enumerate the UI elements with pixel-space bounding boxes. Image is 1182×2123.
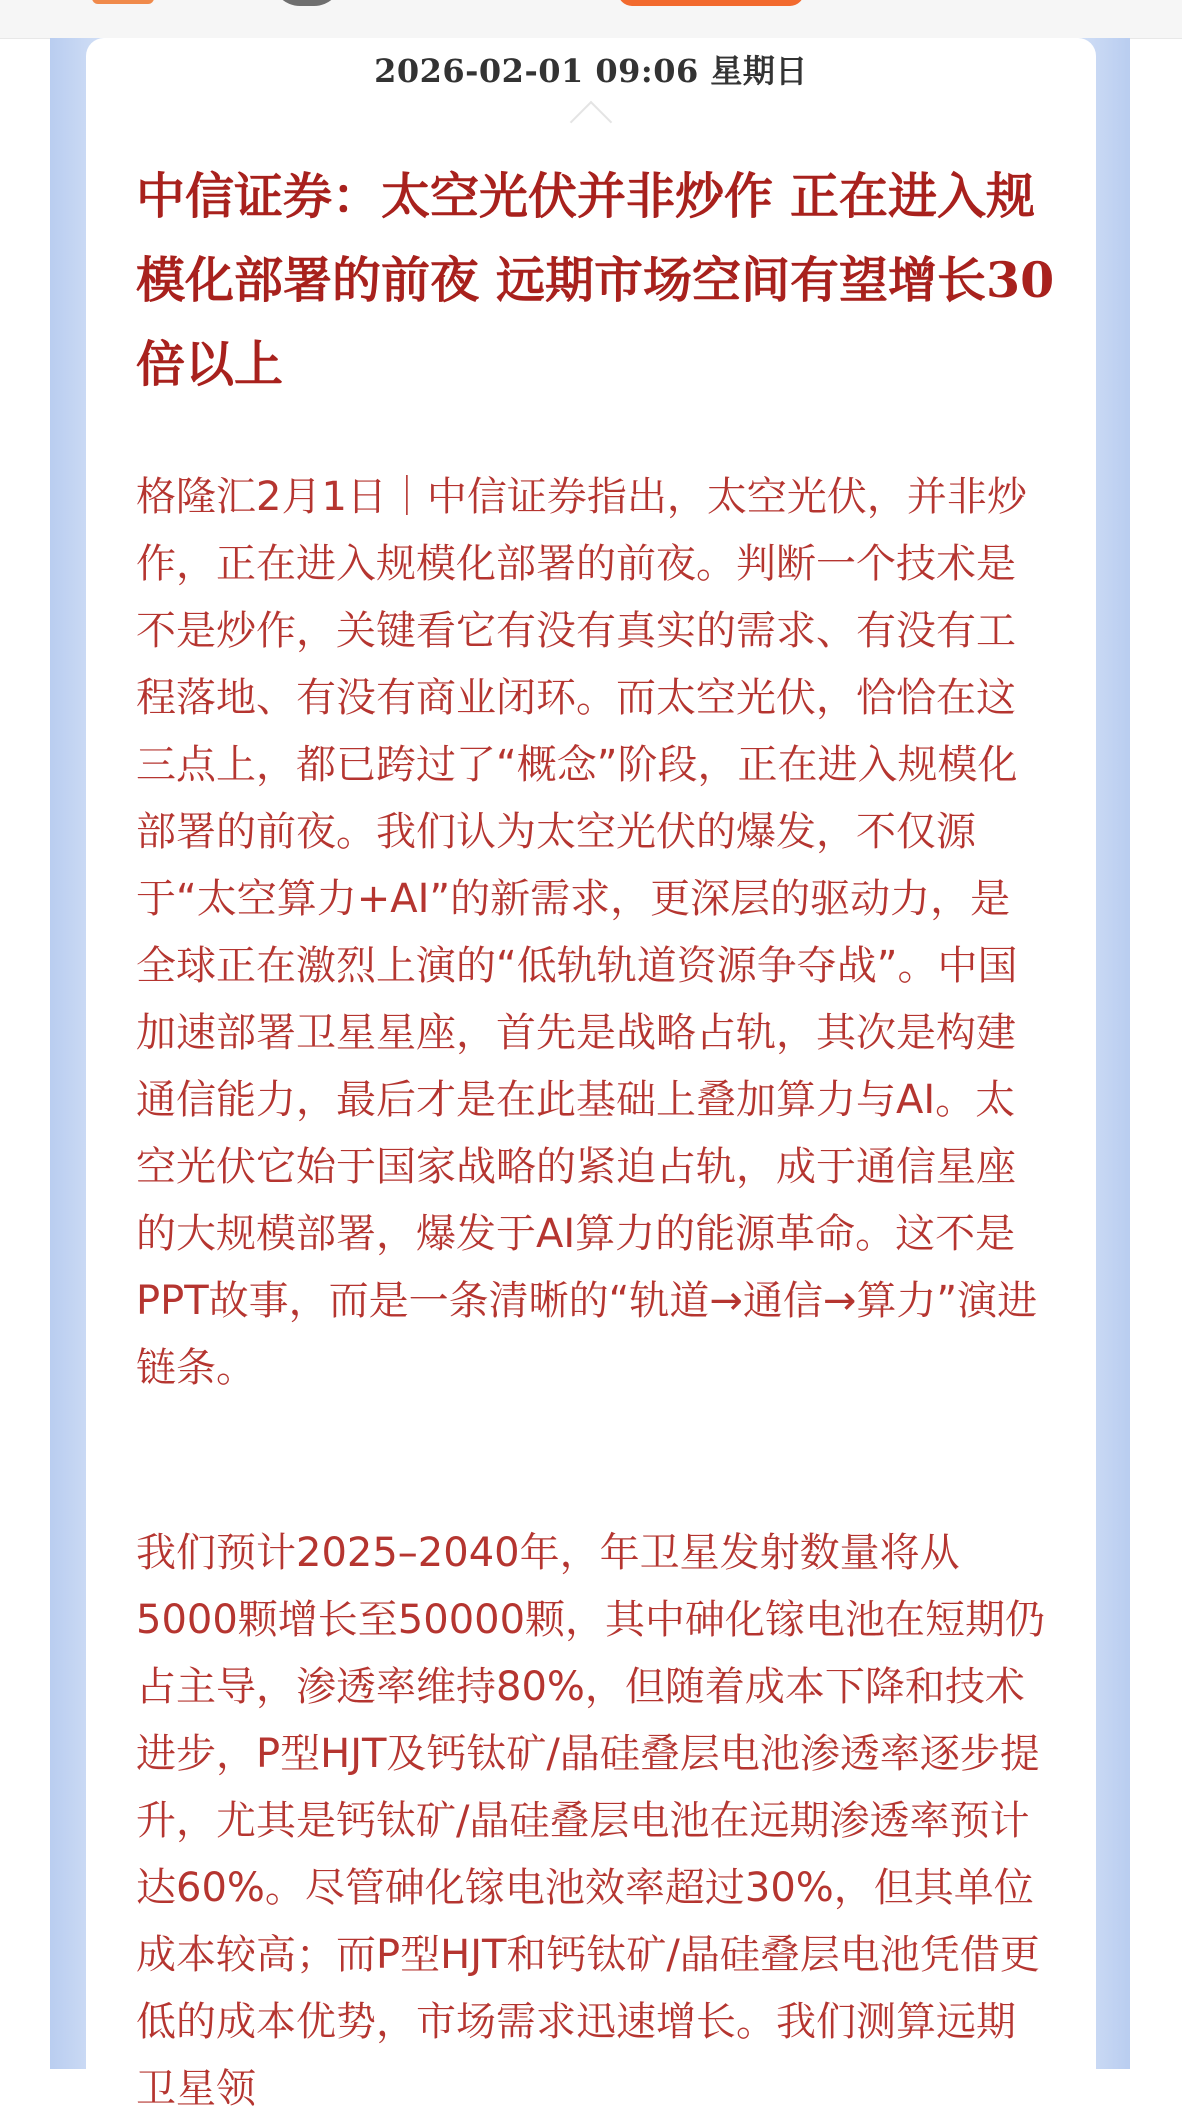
article-title: 中信证券：太空光伏并非炒作 正在进入规模化部署的前夜 远期市场空间有望增长30倍以上 bbox=[136, 167, 1055, 393]
user-avatar-icon[interactable] bbox=[272, 0, 342, 6]
publish-datetime: 2026-02-01 09:06 星期日 bbox=[374, 52, 808, 90]
article-card bbox=[86, 38, 1096, 2112]
article-paragraph-2: 我们预计2025–2040年，年卫星发射数量将从5000颗增长至50000颗，其中砷化镓电池在短期仍占主导，渗透率维持80%，但随着成本下降和技术进步，P型HJT及钙钛矿/晶硅叠层电池渗透率逐步提升，尤其是钙钛矿/晶硅叠层电池在远期渗透率预计达60%。尽管砷化镓电池效率超过30%，但其单位成本较高；而P型HJT和钙钛矿/晶硅叠层电池凭借更低的成本优势，市场需求迅速增长。我们测算远期卫星领 bbox=[136, 1530, 1046, 2112]
app-top-bar bbox=[0, 0, 1182, 39]
speech-pointer bbox=[570, 101, 612, 143]
action-button[interactable] bbox=[618, 0, 804, 6]
article-paragraph-1: 格隆汇2月1日｜中信证券指出，太空光伏，并非炒作，正在进入规模化部署的前夜。判断一个技术是不是炒作，关键看它有没有真实的需求、有没有工程落地、有没有商业闭环。而太空光伏，恰恰在这三点上，都已跨过了“概念”阶段，正在进入规模化部署的前夜。我们认为太空光伏的爆发，不仅源于“太空算力+AI”的新需求，更深层的驱动力，是全球正在激烈上演的“低轨轨道资源争夺战”。中国加速部署卫星星座，首先是战略占轨，其次是构建通信能力，最后才是在此基础上叠加算力与AI。太空光伏它始于国家战略的紧迫占轨，成于通信星座的大规模部署，爆发于AI算力的能源革命。这不是PPT故事，而是一条清晰的“轨道→通信→算力”演进链条。 bbox=[136, 474, 1038, 1391]
app-logo-badge[interactable] bbox=[92, 0, 154, 4]
